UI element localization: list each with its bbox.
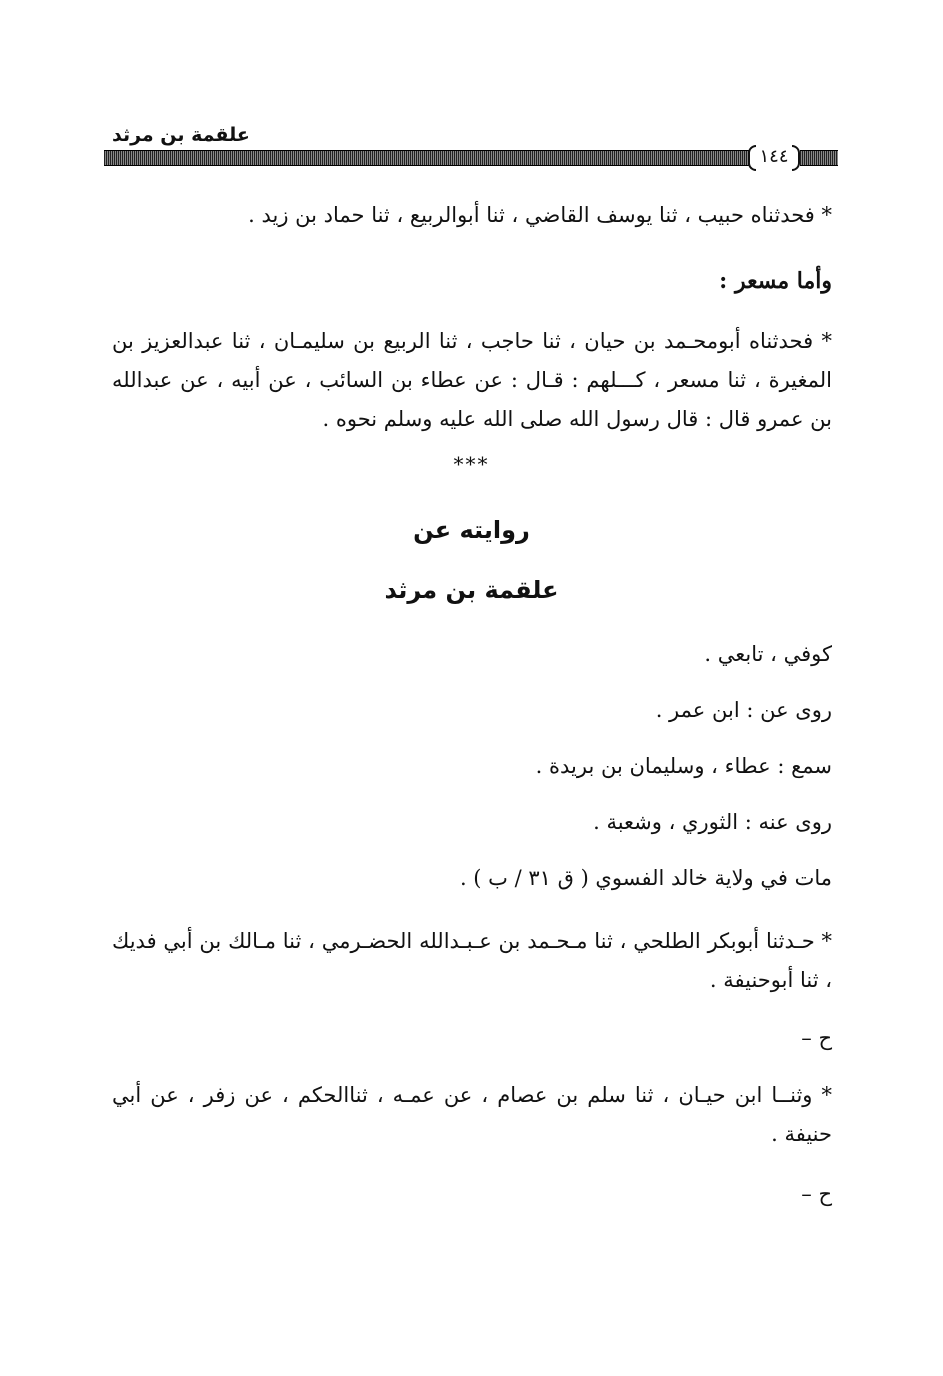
section-separator: ***: [453, 452, 490, 476]
bio-line-narrated-by: روى عنه : الثوري ، وشعبة .: [593, 810, 832, 834]
paragraph-ibn-hayyan: * وثنــا ابن حيـان ، ثنا سلم بن عصام ، عن عمـه ، ثناالحكم ، عن زفر ، عن أبي حنيفة .: [112, 1083, 832, 1146]
page-number-bracket-right: [792, 145, 800, 171]
bio-line-narrated-from: روى عن : ابن عمر .: [655, 698, 832, 722]
subheading-misar: وأما مسعر :: [719, 268, 832, 294]
bio-line-heard: سمع : عطاء ، وسليمان بن بريدة .: [535, 754, 832, 778]
bio-line-origin: كوفي ، تابعي .: [704, 642, 832, 666]
section-heading-line2: علقمة بن مرثد: [384, 576, 559, 604]
bio-line-death: مات في ولاية خالد الفسوي ( ق ٣١ / ب ) .: [459, 866, 832, 890]
section-heading-line1: روايته عن: [413, 516, 530, 544]
tahwil-marker-2: ح –: [801, 1182, 832, 1206]
tahwil-marker-1: ح –: [801, 1026, 832, 1050]
header-rule-right: [800, 150, 838, 166]
header-rule: [104, 150, 749, 166]
page-number: ١٤٤: [759, 146, 789, 167]
paragraph-abu-bakr: * حـدثنا أبوبكر الطلحي ، ثنا مـحـمد بن عـبـدالله الحضـرمي ، ثنا مـالك بن أبي فديك ، ثنا أبوحنيفة .: [112, 929, 832, 992]
paragraph-habib: * فحدثناه حبيب ، ثنا يوسف القاضي ، ثنا أبوالربيع ، ثنا حماد بن زيد .: [248, 203, 832, 227]
paragraph-abu-muhammad: * فحدثناه أبومحـمد بن حيان ، ثنا حاجب ، ثنا الربيع بن سليمـان ، ثنا عبدالعزيز بن المغيرة ، ثنا مسعر ، كـــلهم : قـال : عن عطاء بن السائب ، عن أبيه ، عن عبدالله بن عمرو قال : قال رسول الله صلى الله عليه وسلم نحوه .: [112, 329, 832, 431]
running-title: علقمة بن مرثد: [112, 124, 250, 146]
